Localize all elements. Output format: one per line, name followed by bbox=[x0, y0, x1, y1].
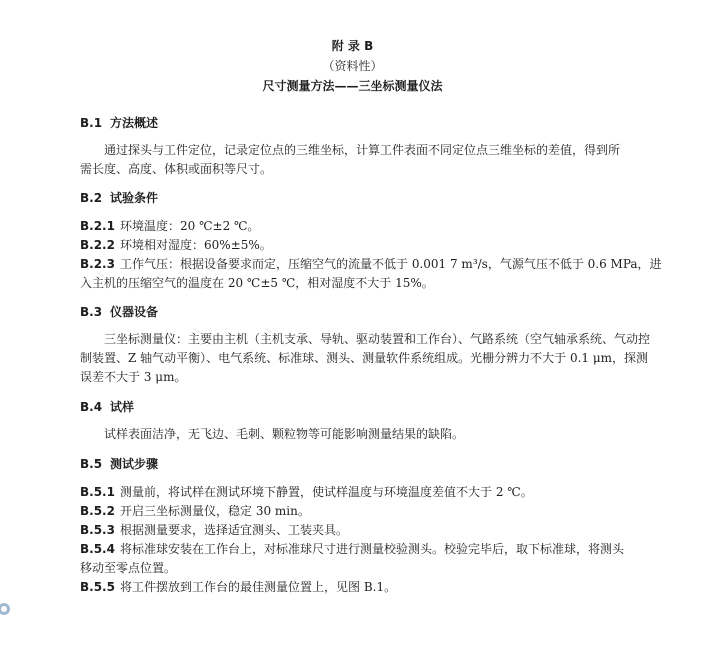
clause-number: B.5.2 bbox=[80, 504, 115, 518]
clause-text: 环境相对湿度：60%±5%。 bbox=[120, 238, 272, 252]
section-heading-b1 bbox=[80, 114, 158, 131]
clause-b5-5 bbox=[80, 578, 396, 595]
clause-number: B.5.1 bbox=[80, 485, 115, 499]
section-heading-b2 bbox=[80, 189, 158, 206]
paragraph-line: 通过探头与工件定位，记录定位点的三维坐标，计算工件表面不同定位点三维坐标的差值，得到所 bbox=[104, 143, 621, 157]
clause-b5-1 bbox=[80, 483, 533, 500]
clause-b2-2 bbox=[80, 236, 272, 253]
section-number: B.2 bbox=[80, 191, 103, 205]
paragraph-line: 试样表面洁净，无飞边、毛刺、颗粒物等可能影响测量结果的缺陷。 bbox=[104, 427, 465, 441]
section-heading-b5 bbox=[80, 455, 158, 472]
clause-number: B.2.2 bbox=[80, 238, 115, 252]
clause-b2-3 bbox=[80, 255, 662, 272]
clause-number: B.2.3 bbox=[80, 257, 115, 271]
clause-number: B.5.5 bbox=[80, 580, 115, 594]
section-title: 试样 bbox=[110, 400, 135, 414]
clause-text: 开启三坐标测量仪，稳定 30 min。 bbox=[120, 504, 310, 518]
clause-continuation: 移动至零点位置。 bbox=[80, 561, 177, 575]
section-title: 方法概述 bbox=[110, 116, 159, 130]
clause-text: 测量前，将试样在测试环境下静置，使试样温度与环境温度差值不大于 2 ℃。 bbox=[120, 485, 533, 499]
section-number: B.3 bbox=[80, 305, 103, 319]
clause-text: 将工件摆放到工作台的最佳测量位置上，见图 B.1。 bbox=[120, 580, 397, 594]
clause-number: B.5.4 bbox=[80, 542, 115, 556]
appendix-title: 尺寸测量方法——三坐标测量仪法 bbox=[262, 79, 443, 93]
section-title: 测试步骤 bbox=[110, 457, 159, 471]
clause-text: 工作气压：根据设备要求而定，压缩空气的流量不低于 0.001 7 m³/s，气源气压不低于 0.6 MPa，进 bbox=[120, 257, 662, 271]
clause-text: 环境温度：20 ℃±2 ℃。 bbox=[120, 219, 260, 233]
section-number: B.5 bbox=[80, 457, 103, 471]
clause-b2-1 bbox=[80, 217, 259, 234]
clause-number: B.5.3 bbox=[80, 523, 115, 537]
paragraph-line: 制装置、Z 轴气动平衡）、电气系统、标准球、测头、测量软件系统组成。光栅分辨力不大于 0.1 μm，探测 bbox=[80, 351, 649, 365]
appendix-nature: （资料性） bbox=[322, 59, 383, 73]
clause-continuation: 入主机的压缩空气的温度在 20 ℃±5 ℃，相对湿度不大于 15%。 bbox=[80, 276, 434, 290]
paragraph-line: 三坐标测量仪：主要由主机（主机支承、导轨、驱动装置和工作台）、气路系统（空气轴承系统、气动控 bbox=[104, 332, 651, 346]
clause-b5-4 bbox=[80, 540, 624, 557]
corner-logo-icon bbox=[0, 601, 14, 615]
section-number: B.1 bbox=[80, 116, 103, 130]
clause-b5-3 bbox=[80, 521, 348, 538]
clause-number: B.2.1 bbox=[80, 219, 115, 233]
section-heading-b3 bbox=[80, 303, 158, 320]
section-title: 仪器设备 bbox=[110, 305, 159, 319]
clause-b5-2 bbox=[80, 502, 310, 519]
paragraph-line: 需长度、高度、体积或面积等尺寸。 bbox=[80, 162, 273, 176]
clause-text: 根据测量要求，选择适宜测头、工装夹具。 bbox=[120, 523, 349, 537]
section-number: B.4 bbox=[80, 400, 103, 414]
section-title: 试验条件 bbox=[110, 191, 159, 205]
appendix-label: 附 录 B bbox=[331, 39, 374, 53]
paragraph-line: 误差不大于 3 μm。 bbox=[80, 370, 187, 384]
section-heading-b4 bbox=[80, 398, 134, 415]
clause-text: 将标准球安装在工作台上，对标准球尺寸进行测量校验测头。校验完毕后，取下标准球，将测头 bbox=[120, 542, 625, 556]
